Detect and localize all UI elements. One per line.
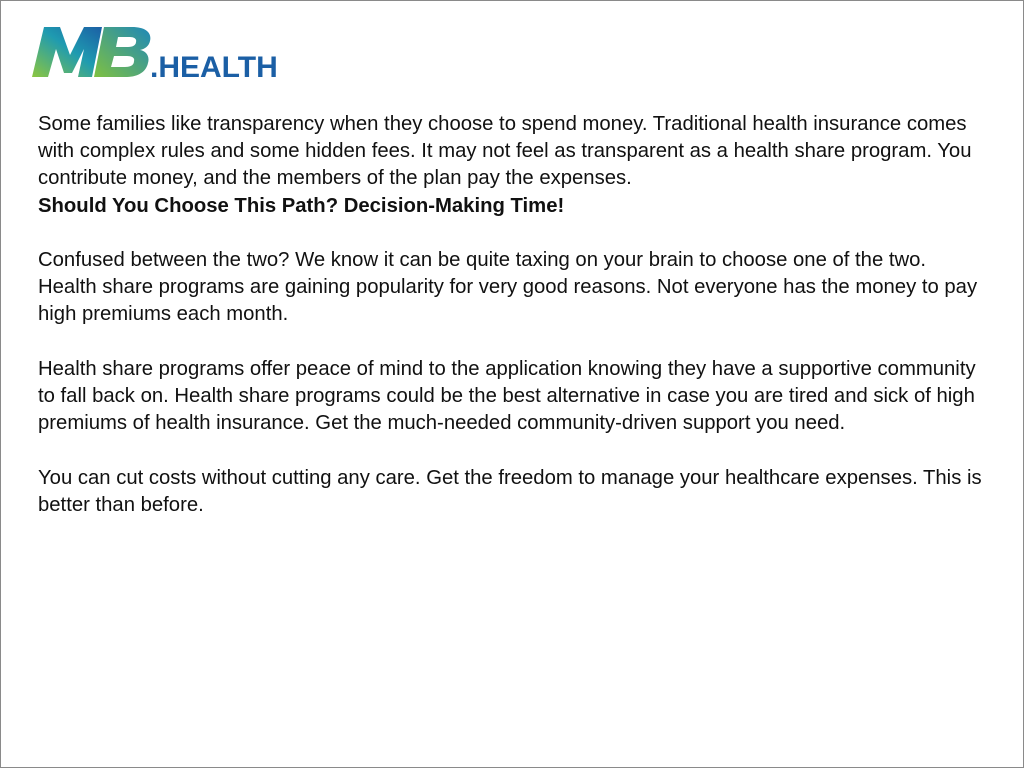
- paragraph-spacer: [38, 437, 983, 464]
- logo-wordmark: .HEALTH: [150, 51, 278, 81]
- article-paragraph-4: You can cut costs without cutting any care. Get the freedom to manage your healthcare expenses. This is better than before.: [38, 466, 982, 516]
- logo-m-shape: [32, 27, 102, 77]
- article-paragraph-3: Health share programs offer peace of mind to the application knowing they have a supportive community to fall back on. Health share programs could be the best alternative in case you are tired and sick of high premiums of health insurance. Get the much-needed community-driven support you need.: [38, 357, 976, 435]
- mb-health-logo-graphic: [32, 23, 294, 81]
- mb-health-logo: [32, 23, 294, 81]
- article-paragraph-1: Some families like transparency when they choose to spend money. Traditional health insurance comes with complex rules and some hidden fees. It may not feel as transparent as a health share program. You contribute money, and the members of the plan pay the expenses.: [38, 113, 972, 190]
- article-body: [38, 111, 983, 519]
- article-paragraph-2: Confused between the two? We know it can be quite taxing on your brain to choose one of the two. Health share programs are gaining popularity for very good reasons. Not everyone has the money to pay high premiums each month.: [38, 249, 978, 326]
- paragraph-spacer: [38, 329, 983, 356]
- article-heading: Should You Choose This Path? Decision-Making Time!: [38, 194, 565, 217]
- paragraph-spacer: [38, 220, 983, 247]
- logo-b-shape: [94, 27, 150, 77]
